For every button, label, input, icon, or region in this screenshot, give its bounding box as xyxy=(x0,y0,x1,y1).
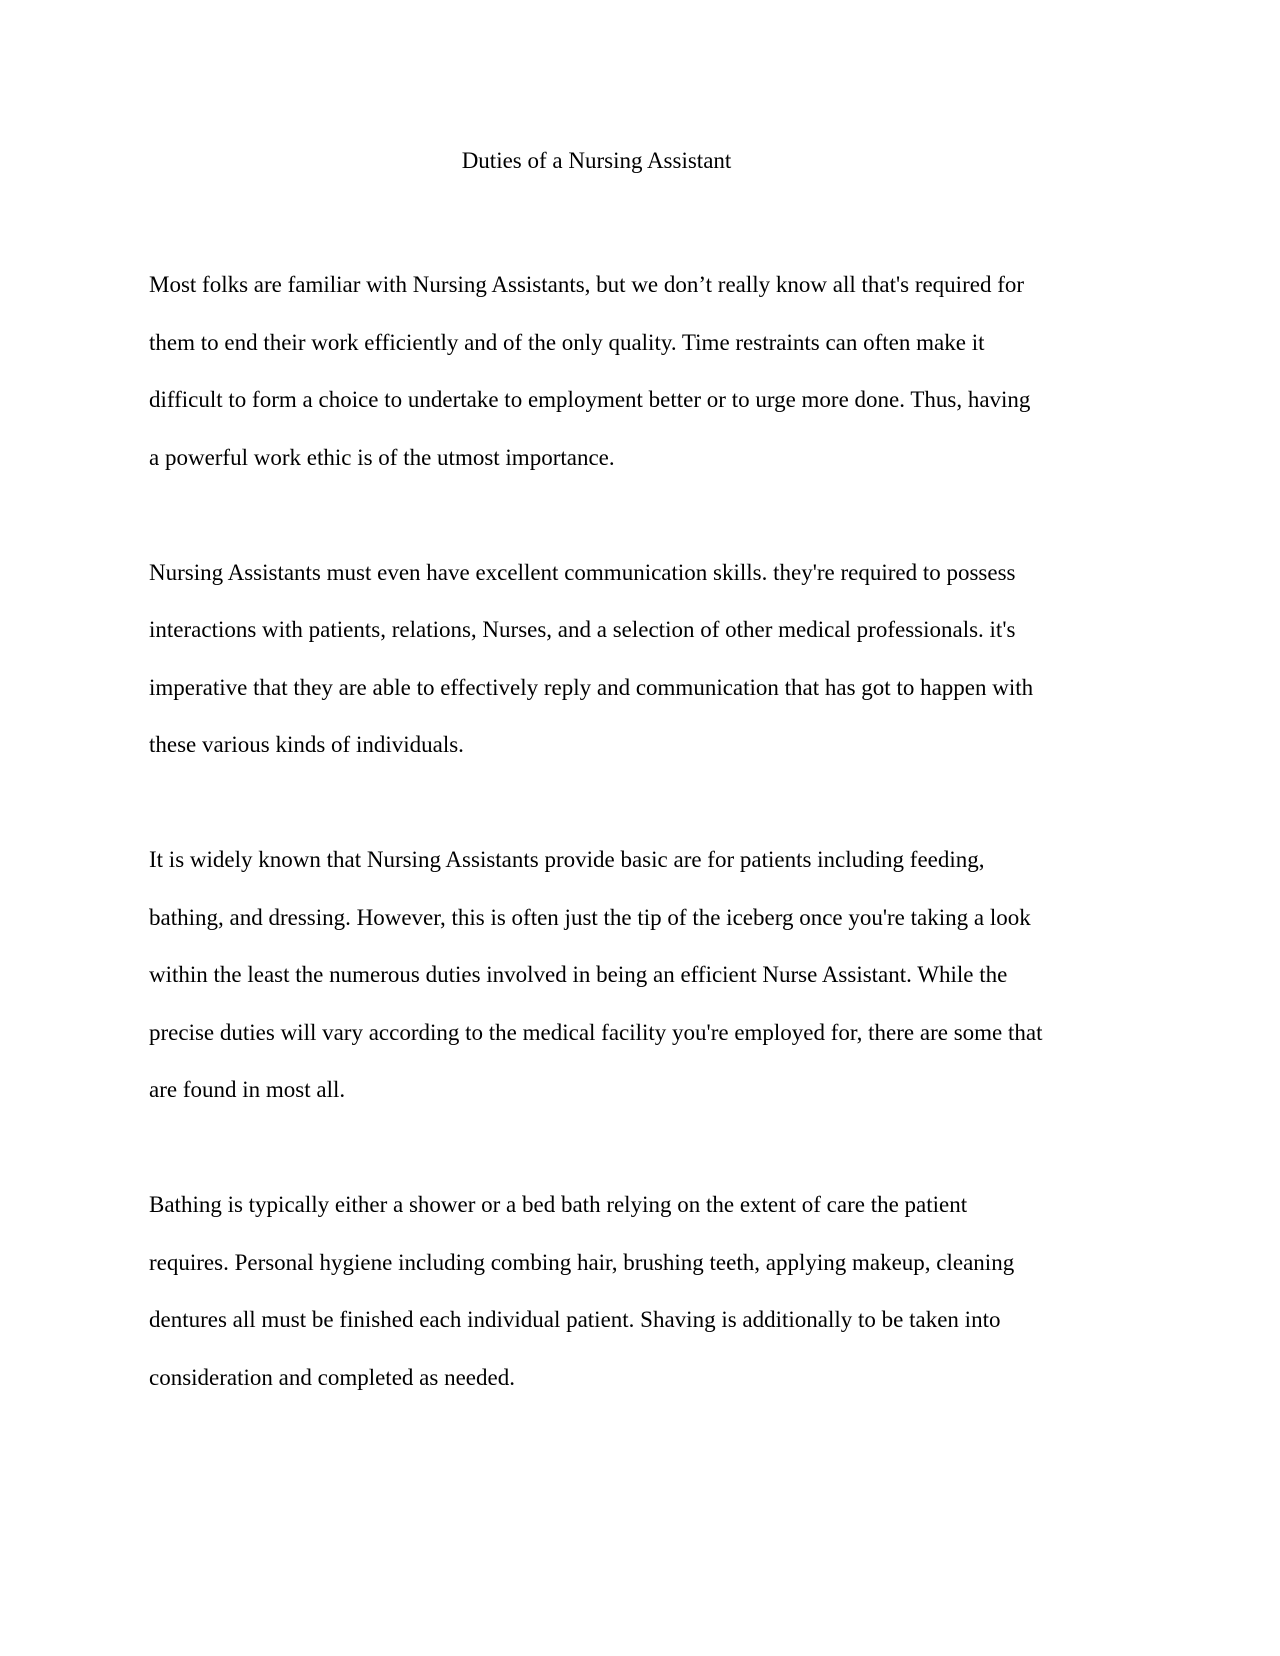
text-line: these various kinds of individuals. xyxy=(149,732,464,757)
text-line: within the least the numerous duties involved in being an efficient Nurse Assistant. While the xyxy=(149,962,1008,987)
text-line: Nursing Assistants must even have excellent communication skills. they're required to possess xyxy=(149,559,1016,585)
text-line: precise duties will vary according to the medical facility you're employed for, there are some that xyxy=(149,1019,1043,1045)
text-line: It is widely known that Nursing Assistants provide basic are for patients including feeding, xyxy=(149,847,985,872)
text-line: interactions with patients, relations, Nurses, and a selection of other medical professionals. it's xyxy=(149,617,1016,642)
text-line: are found in most all. xyxy=(149,1077,346,1102)
text-line: a powerful work ethic is of the utmost importance. xyxy=(149,444,615,470)
text-line: consideration and completed as needed. xyxy=(149,1364,515,1390)
document-title: Duties of a Nursing Assistant xyxy=(461,148,732,173)
paragraph-2 xyxy=(149,544,1134,774)
paragraph-3 xyxy=(149,831,1134,1119)
text-line: imperative that they are able to effectively reply and communication that has got to happen with xyxy=(149,674,1034,700)
text-line: requires. Personal hygiene including combing hair, brushing teeth, applying makeup, cleaning xyxy=(149,1249,1015,1275)
text-line: Most folks are familiar with Nursing Assistants, but we don’t really know all that's required for xyxy=(149,272,1025,297)
text-line: Bathing is typically either a shower or a bed bath relying on the extent of care the patient xyxy=(149,1192,968,1217)
paragraph-1 xyxy=(149,256,1134,486)
text-line: dentures all must be finished each individual patient. Shaving is additionally to be taken into xyxy=(149,1307,1001,1332)
document-body xyxy=(149,256,1134,1464)
text-line: difficult to form a choice to undertake to employment better or to urge more done. Thus, having xyxy=(149,387,1031,412)
paragraph-4 xyxy=(149,1176,1134,1406)
text-line: them to end their work efficiently and of the only quality. Time restraints can often make it xyxy=(149,329,985,355)
text-line: bathing, and dressing. However, this is often just the tip of the iceberg once you're taking a look xyxy=(149,904,1031,930)
